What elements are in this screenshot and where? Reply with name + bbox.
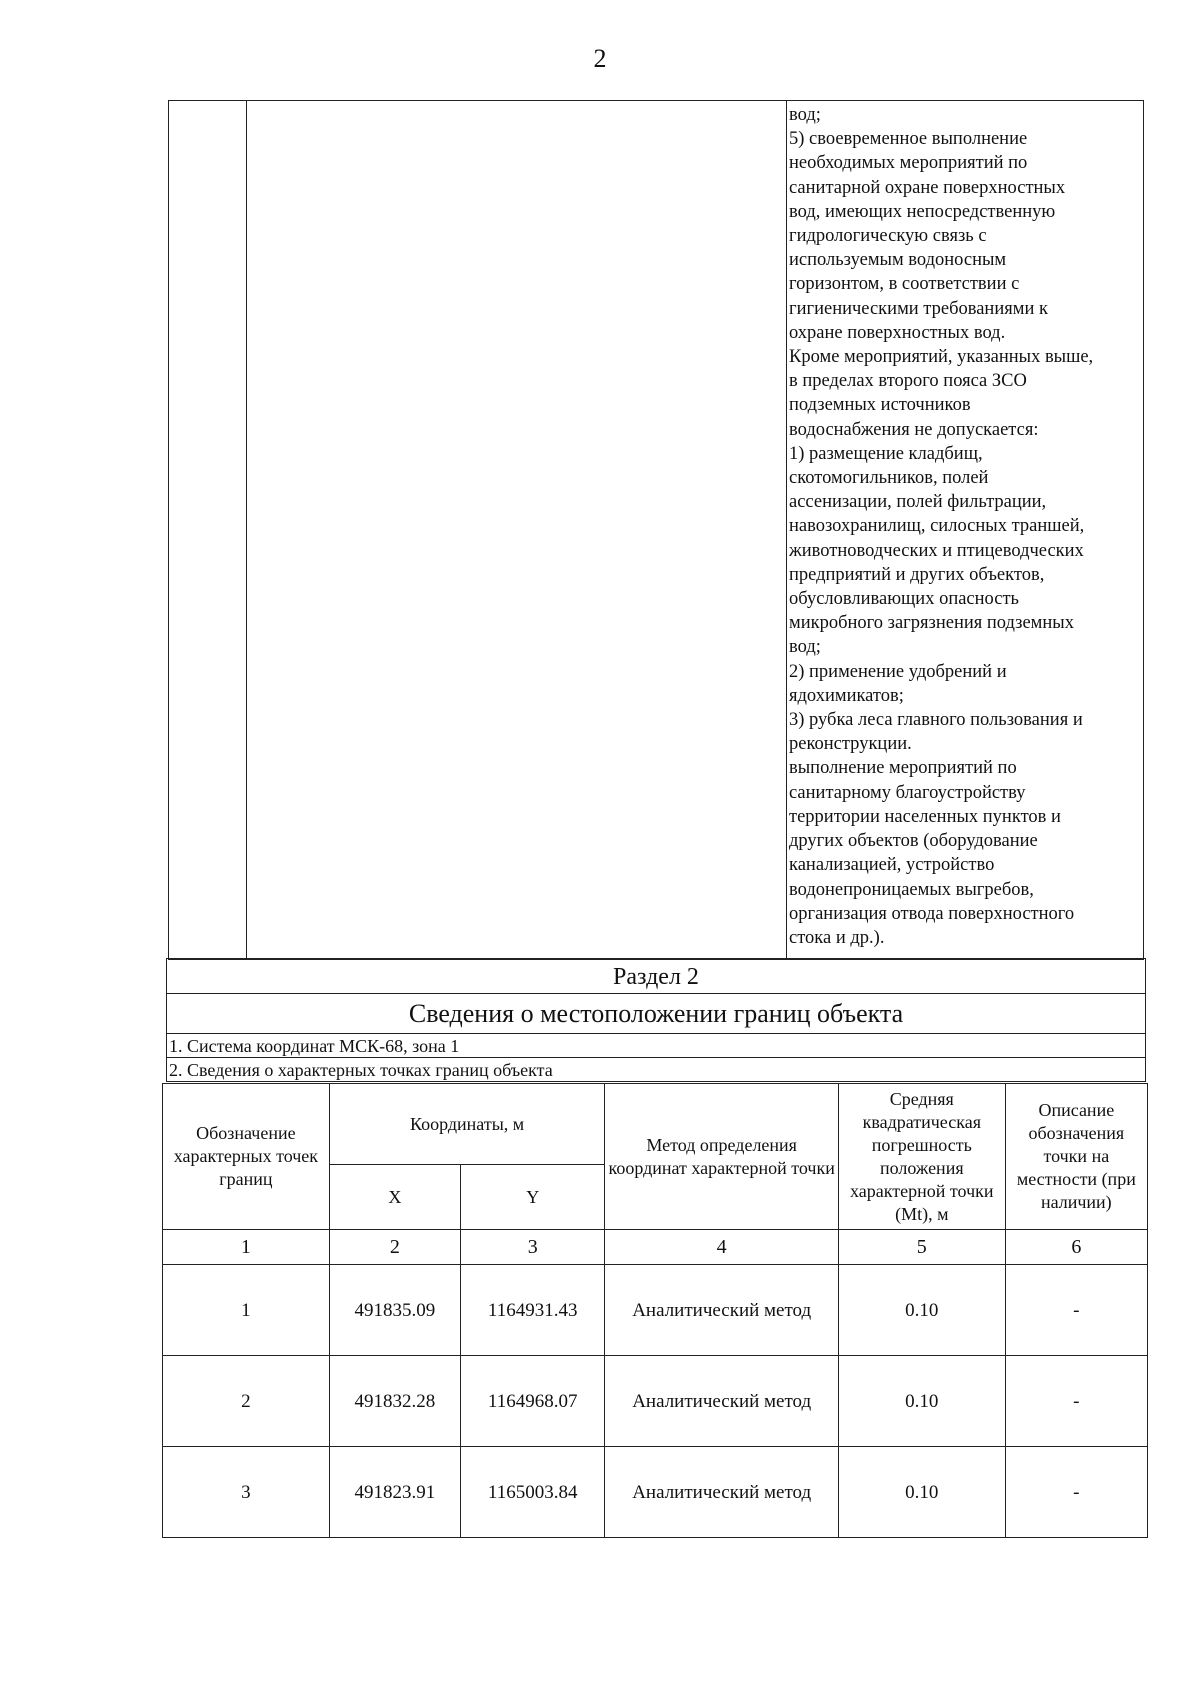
text-line: санитарной охране поверхностных: [789, 177, 1066, 198]
upper-table-fragment: [168, 100, 1144, 960]
text-line: 1) размещение кладбищ,: [789, 443, 983, 464]
cell-x: 491823.91: [329, 1447, 460, 1538]
text-line: 5) своевременное выполнение: [789, 129, 1028, 150]
text-line: выполнение мероприятий по: [789, 758, 1017, 779]
cell-method: Аналитический метод: [605, 1265, 838, 1356]
text-line: ассенизации, полей фильтрации,: [789, 492, 1047, 513]
text-line: гигиеническими требованиями к: [789, 298, 1048, 319]
text-line: горизонтом, в соответствии с: [789, 274, 1020, 295]
text-line: стока и др.).: [789, 927, 885, 948]
cell-error: 0.10: [838, 1265, 1005, 1356]
header-x: X: [329, 1165, 460, 1230]
points-heading-line: 2. Сведения о характерных точках границ объекта: [166, 1058, 1146, 1082]
cell-description: -: [1005, 1447, 1147, 1538]
text-line: 2) применение удобрений и: [789, 661, 1007, 682]
upper-table-col-2: [247, 101, 787, 959]
upper-table-col-1: [169, 101, 247, 959]
section-2-block: [166, 958, 1146, 1082]
section-subtitle: Сведения о местоположении границ объекта: [166, 994, 1146, 1034]
cell-x: 491832.28: [329, 1356, 460, 1447]
cell-y: 1164931.43: [460, 1265, 605, 1356]
cell-y: 1165003.84: [460, 1447, 605, 1538]
text-line: вод, имеющих непосредственную: [789, 201, 1056, 222]
text-line: Кроме мероприятий, указанных выше,: [789, 347, 1094, 368]
cell-method: Аналитический метод: [605, 1447, 838, 1538]
text-line: используемым водоносным: [789, 250, 1007, 271]
text-line: других объектов (оборудование: [789, 831, 1038, 852]
cell-method: Аналитический метод: [605, 1356, 838, 1447]
text-line: необходимых мероприятий по: [789, 153, 1028, 174]
table-row: [163, 1447, 1148, 1538]
text-line: в пределах второго пояса ЗСО: [789, 371, 1027, 392]
coordinates-table: [162, 1083, 1148, 1538]
text-line: охране поверхностных вод.: [789, 322, 1006, 343]
text-line: канализацией, устройство: [789, 855, 995, 876]
text-line: санитарному благоустройству: [789, 782, 1026, 803]
cell-y: 1164968.07: [460, 1356, 605, 1447]
upper-table-text-cell: [789, 101, 1141, 959]
table-row: [163, 1356, 1148, 1447]
cell-error: 0.10: [838, 1447, 1005, 1538]
header-y: Y: [460, 1165, 605, 1230]
text-line: животноводческих и птицеводческих: [789, 540, 1084, 561]
column-number: 5: [838, 1230, 1005, 1265]
cell-error: 0.10: [838, 1356, 1005, 1447]
header-coordinates: Координаты, м: [329, 1084, 605, 1165]
header-point-designation: Обозначение характерных точек границ: [163, 1084, 330, 1230]
text-line: подземных источников: [789, 395, 971, 416]
cell-point: 3: [163, 1447, 330, 1538]
header-error: Средняя квадратическая погрешность положения характерной точки (Mt), м: [838, 1084, 1005, 1230]
text-line: ядохимикатов;: [789, 685, 904, 706]
section-title: Раздел 2: [166, 958, 1146, 994]
column-number: 1: [163, 1230, 330, 1265]
text-line: вод;: [789, 105, 821, 125]
cell-description: -: [1005, 1265, 1147, 1356]
cell-point: 1: [163, 1265, 330, 1356]
cell-x: 491835.09: [329, 1265, 460, 1356]
text-line: обусловливающих опасность: [789, 589, 1019, 610]
coordinate-system-line: 1. Система координат МСК-68, зона 1: [166, 1034, 1146, 1058]
text-line: территории населенных пунктов и: [789, 806, 1061, 827]
text-line: гидрологическую связь с: [789, 226, 987, 247]
column-number: 6: [1005, 1230, 1147, 1265]
text-line: организация отвода поверхностного: [789, 903, 1075, 924]
column-number: 2: [329, 1230, 460, 1265]
page-number: 2: [593, 44, 607, 73]
column-number: 3: [460, 1230, 605, 1265]
table-row: [163, 1265, 1148, 1356]
text-line: водонепроницаемых выгребов,: [789, 879, 1034, 900]
text-line: скотомогильников, полей: [789, 468, 989, 489]
text-line: 3) рубка леса главного пользования и: [789, 710, 1083, 731]
text-line: вод;: [789, 637, 821, 658]
cell-description: -: [1005, 1356, 1147, 1447]
column-number: 4: [605, 1230, 838, 1265]
text-line: навозохранилищ, силосных траншей,: [789, 516, 1085, 537]
header-description: Описание обозначения точки на местности (при наличии): [1005, 1084, 1147, 1230]
text-line: реконструкции.: [789, 734, 912, 755]
text-line: водоснабжения не допускается:: [789, 419, 1039, 440]
text-line: предприятий и других объектов,: [789, 564, 1045, 585]
header-method: Метод определения координат характерной точки: [605, 1084, 838, 1230]
text-line: микробного загрязнения подземных: [789, 613, 1074, 634]
cell-point: 2: [163, 1356, 330, 1447]
